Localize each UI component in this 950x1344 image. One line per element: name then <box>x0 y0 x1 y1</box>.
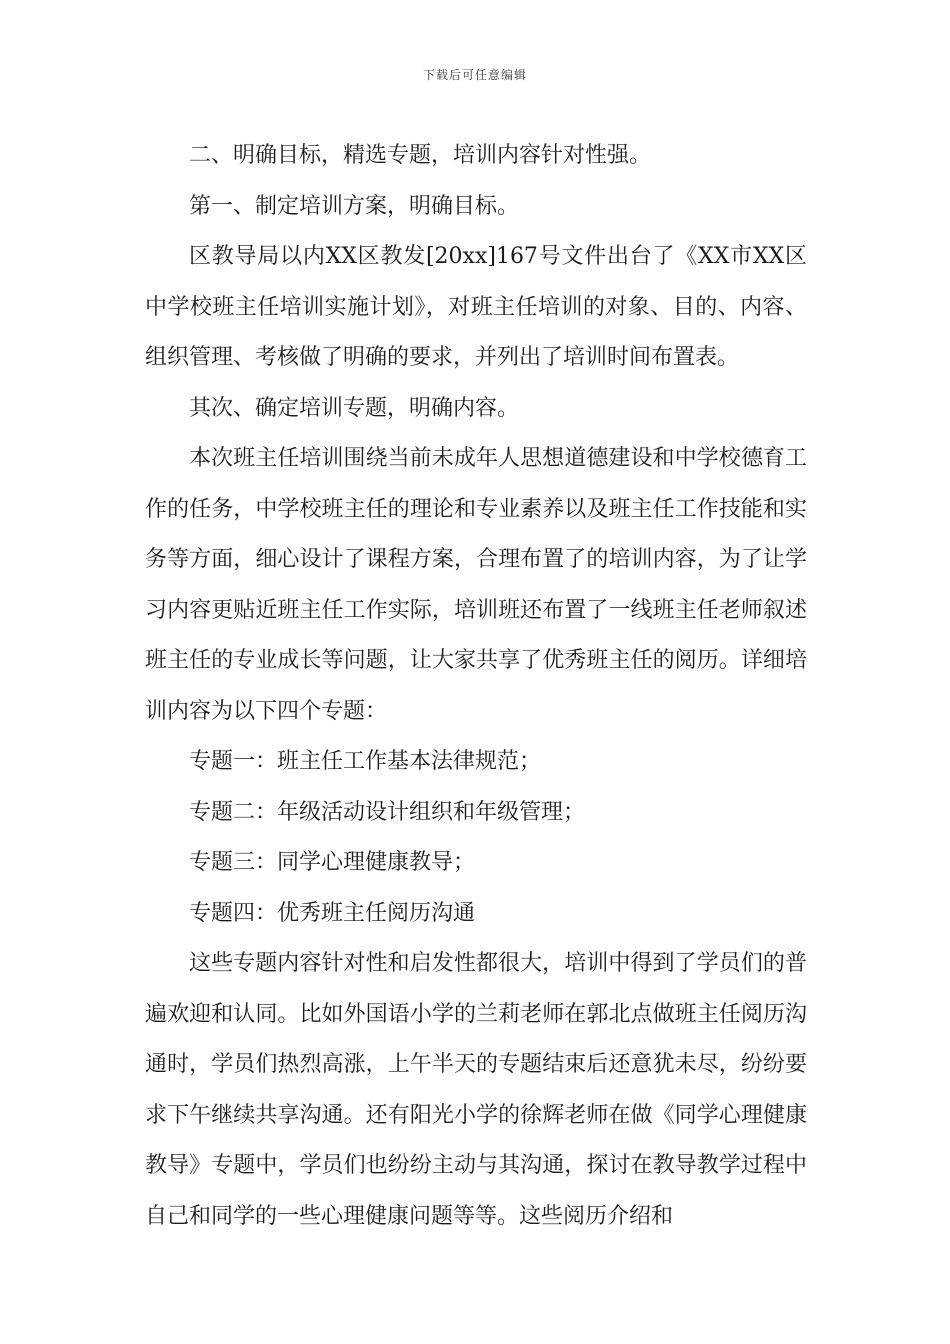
topic-item: 专题三：同学心理健康教导； <box>189 850 476 875</box>
topic-item: 专题二：年级活动设计组织和年级管理； <box>189 799 586 825</box>
subheading-paragraph: 第一、制定培训方案，明确目标。 <box>189 193 520 219</box>
body-paragraph: 本次班主任培训围绕当前未成年人思想道德建设和中学校德育工作的任务，中学校班主任的理论和专业素养以及班主任工作技能和实务等方面，细心设计了课程方案，合理布置了的培训内容，为了让学习内容更贴近班主任工作实际，培训班还布置了一线班主任老师叙述班主任的专业成长等问题，让大家共享了优秀班主任的阅历。详细培训内容为以下四个专题： <box>145 446 807 724</box>
heading-paragraph: 二、明确目标，精选专题，培训内容针对性强。 <box>189 143 652 168</box>
topic-item: 专题四：优秀班主任阅历沟通 <box>189 900 476 926</box>
subheading-paragraph: 其次、确定培训专题，明确内容。 <box>189 395 520 421</box>
document-body <box>145 131 807 1242</box>
page-header-note: 下载后可任意编辑 <box>422 68 527 82</box>
body-paragraph: 这些专题内容针对性和启发性都很大，培训中得到了学员们的普遍欢迎和认同。比如外国语小学的兰莉老师在郭北点做班主任阅历沟通时，学员们热烈高涨，上午半天的专题结束后还意犹未尽，纷纷要求下午继续共享沟通。还有阳光小学的徐辉老师在做《同学心理健康教导》专题中，学员们也纷纷主动与其沟通，探讨在教导教学过程中自己和同学的一些心理健康问题等等。这些阅历介绍和 <box>145 951 807 1229</box>
body-paragraph: 区教导局以内XX区教发[20xx]167号文件出台了《XX市XX区中学校班主任培训实施计划》，对班主任培训的对象、目的、内容、组织管理、考核做了明确的要求，并列出了培训时间布置表。 <box>145 244 807 370</box>
topic-item: 专题一：班主任工作基本法律规范； <box>189 749 542 774</box>
